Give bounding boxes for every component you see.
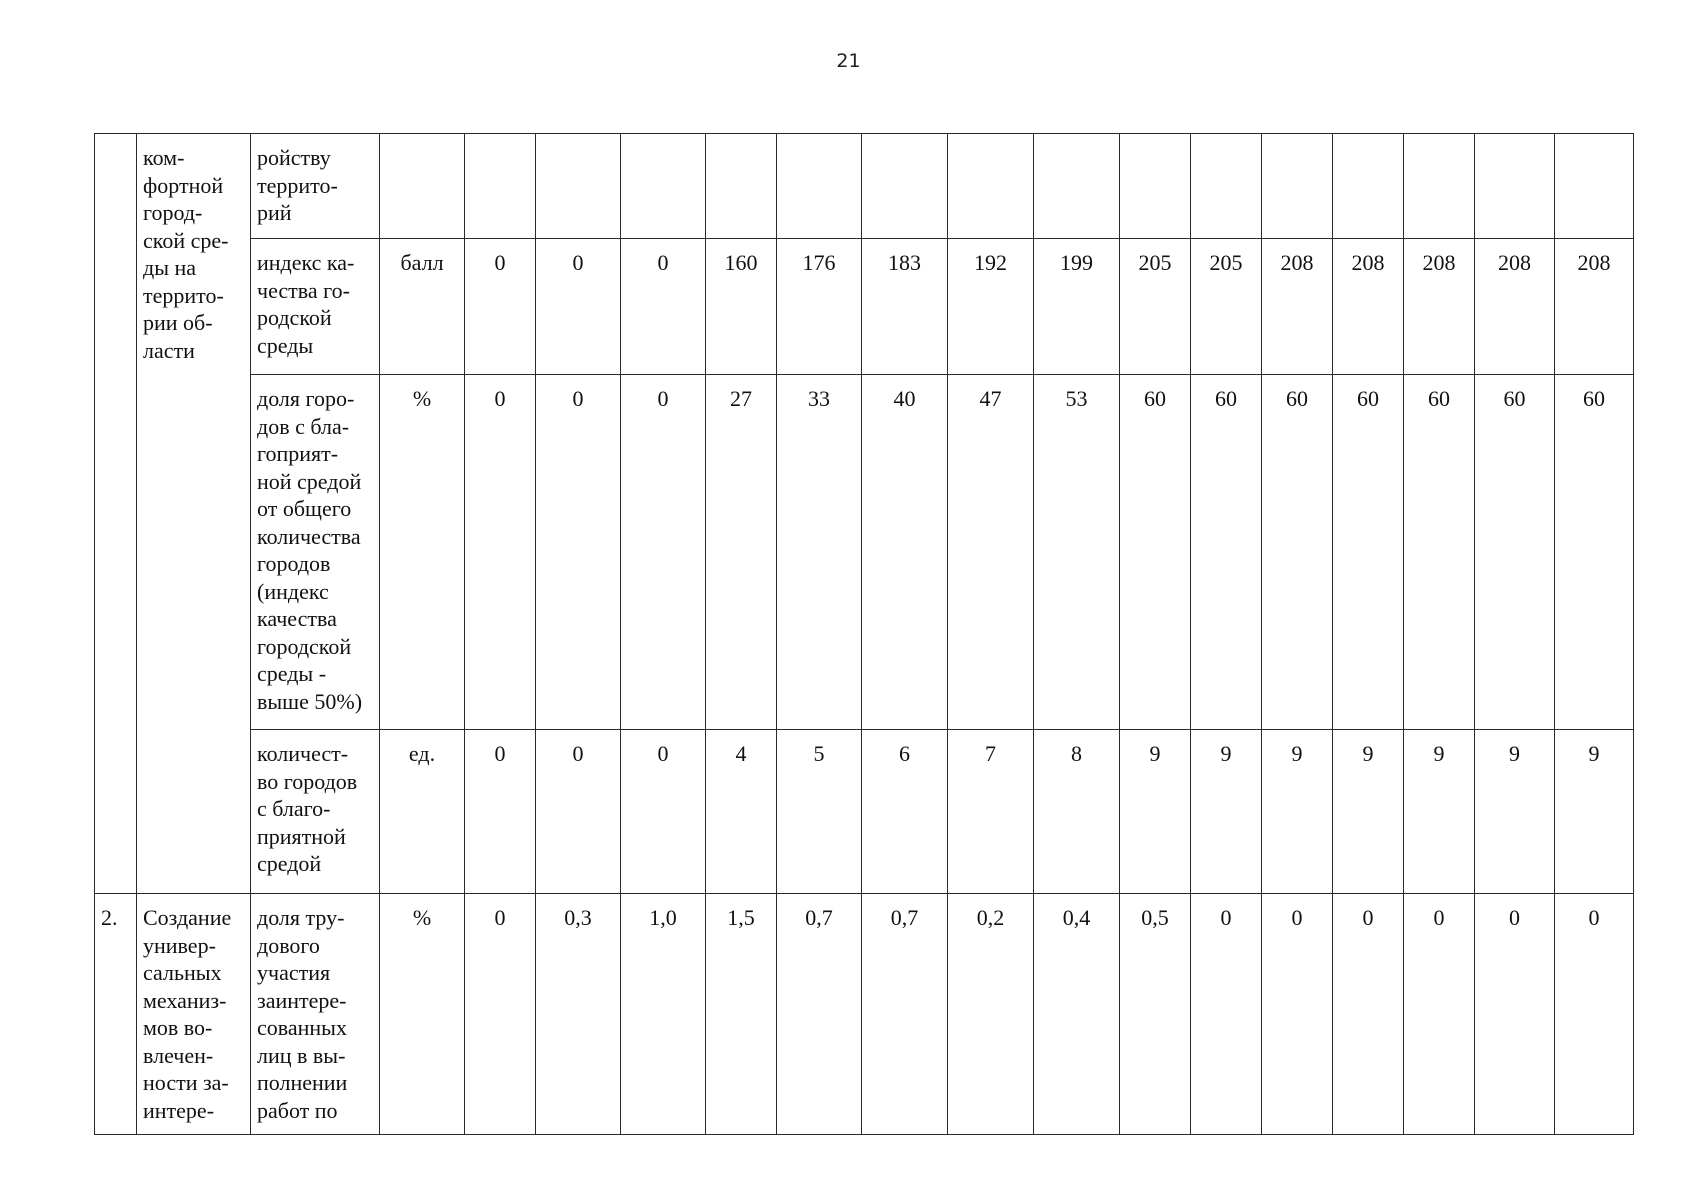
text-line: среды - (257, 661, 327, 686)
value-cell: 0,2 (948, 894, 1034, 1135)
value-cell: 0 (465, 239, 536, 375)
text-line: количест- (257, 741, 349, 766)
value-cell: 0 (465, 894, 536, 1135)
text-line: родской (257, 305, 332, 330)
value-cell: 0 (1333, 894, 1404, 1135)
objective-name-cell (137, 134, 251, 894)
text-line: количества (257, 523, 361, 549)
text-line: с благо- (257, 796, 331, 821)
value-cell: 1,5 (706, 894, 777, 1135)
empty-cell (1333, 134, 1404, 239)
value-cell: 0 (465, 730, 536, 894)
value-cell: 47 (948, 375, 1034, 730)
text-line: средой (257, 851, 322, 876)
value-cell: 1,0 (621, 894, 706, 1135)
value-cell: 208 (1555, 239, 1634, 375)
unit-cell: ед. (380, 730, 465, 894)
value-cell: 27 (706, 375, 777, 730)
value-cell: 53 (1034, 375, 1120, 730)
empty-cell (1555, 134, 1634, 239)
value-cell: 0 (536, 730, 621, 894)
value-cell: 40 (862, 375, 948, 730)
indicators-table (94, 133, 1634, 1135)
value-cell: 0 (536, 239, 621, 375)
empty-cell (777, 134, 862, 239)
text-line: городской (257, 633, 352, 659)
value-cell: 33 (777, 375, 862, 730)
text-line: интере- (143, 1097, 215, 1123)
text-line: участия (257, 960, 331, 985)
indicator-name-cell (251, 375, 380, 730)
text-line: дового (257, 932, 320, 958)
text-line: рии об- (143, 310, 213, 335)
value-cell: 205 (1191, 239, 1262, 375)
value-cell: 0,7 (777, 894, 862, 1135)
text-line: во городов (257, 768, 358, 794)
text-line: (индекс (257, 578, 329, 604)
value-cell: 9 (1333, 730, 1404, 894)
text-line: выше 50%) (257, 688, 363, 714)
text-line: сальных (143, 960, 222, 985)
text-line: доля горо- (257, 386, 355, 411)
indicator-name-cell (251, 730, 380, 894)
value-cell: 0,3 (536, 894, 621, 1135)
unit-cell: % (380, 375, 465, 730)
value-cell: 60 (1555, 375, 1634, 730)
empty-cell (380, 134, 465, 239)
value-cell: 0 (621, 375, 706, 730)
value-cell: 5 (777, 730, 862, 894)
text-line: лиц в вы- (257, 1042, 346, 1068)
empty-cell (862, 134, 948, 239)
text-line: механиз- (143, 987, 227, 1013)
text-line: ской сре- (143, 227, 229, 253)
value-cell: 0 (1404, 894, 1475, 1135)
value-cell: 192 (948, 239, 1034, 375)
text-line: влечен- (143, 1042, 214, 1068)
empty-cell (1034, 134, 1120, 239)
value-cell: 60 (1191, 375, 1262, 730)
value-cell: 208 (1333, 239, 1404, 375)
indicator-name-cell (251, 134, 380, 239)
text-line: ды на (143, 255, 197, 280)
empty-cell (621, 134, 706, 239)
empty-cell (1120, 134, 1191, 239)
table-row (95, 375, 1634, 730)
value-cell: 0,5 (1120, 894, 1191, 1135)
table-row (95, 239, 1634, 375)
value-cell: 6 (862, 730, 948, 894)
value-cell: 199 (1034, 239, 1120, 375)
value-cell: 9 (1120, 730, 1191, 894)
empty-cell (536, 134, 621, 239)
value-cell: 205 (1120, 239, 1191, 375)
value-cell: 4 (706, 730, 777, 894)
text-line: ности за- (143, 1070, 229, 1095)
text-line: среды (257, 332, 314, 358)
indicator-name-cell (251, 894, 380, 1135)
value-cell: 0 (1191, 894, 1262, 1135)
value-cell: 160 (706, 239, 777, 375)
value-cell: 0 (465, 375, 536, 730)
text-line: рий (257, 200, 292, 225)
value-cell: 7 (948, 730, 1034, 894)
text-line: сованных (257, 1015, 347, 1040)
unit-cell: балл (380, 239, 465, 375)
text-line: ласти (143, 337, 195, 363)
value-cell: 208 (1475, 239, 1555, 375)
value-cell: 0,4 (1034, 894, 1120, 1135)
value-cell: 0 (1475, 894, 1555, 1135)
value-cell: 9 (1475, 730, 1555, 894)
empty-cell (1404, 134, 1475, 239)
value-cell: 60 (1262, 375, 1333, 730)
text-line: индекс ка- (257, 250, 355, 275)
value-cell: 9 (1404, 730, 1475, 894)
value-cell: 0 (1262, 894, 1333, 1135)
text-line: чества го- (257, 277, 350, 303)
text-line: работ по (257, 1097, 338, 1123)
value-cell: 0 (1555, 894, 1634, 1135)
text-line: от общего (257, 496, 352, 521)
text-line: фортной (143, 172, 224, 198)
row-number-cell: 2. (95, 894, 137, 1135)
value-cell: 60 (1333, 375, 1404, 730)
text-line: ком- (143, 145, 185, 170)
text-line: универ- (143, 932, 216, 958)
value-cell: 9 (1262, 730, 1333, 894)
text-line: террито- (257, 172, 338, 198)
objective-name-cell (137, 894, 251, 1135)
text-line: приятной (257, 823, 346, 849)
table-row (95, 894, 1634, 1135)
empty-cell (1262, 134, 1333, 239)
value-cell: 208 (1262, 239, 1333, 375)
value-cell: 183 (862, 239, 948, 375)
text-line: террито- (143, 282, 224, 308)
value-cell: 0 (536, 375, 621, 730)
indicator-name-cell (251, 239, 380, 375)
text-line: гоприят- (257, 441, 339, 466)
value-cell: 208 (1404, 239, 1475, 375)
value-cell: 8 (1034, 730, 1120, 894)
text-line: ной средой (257, 468, 362, 494)
row-number-cell (95, 134, 137, 894)
text-line: дов с бла- (257, 413, 350, 439)
text-line: качества (257, 606, 337, 631)
table-row (95, 730, 1634, 894)
unit-cell: % (380, 894, 465, 1135)
empty-cell (706, 134, 777, 239)
value-cell: 9 (1555, 730, 1634, 894)
value-cell: 9 (1191, 730, 1262, 894)
value-cell: 0 (621, 239, 706, 375)
table-row (95, 134, 1634, 239)
text-line: городов (257, 551, 331, 576)
page-number: 21 (836, 50, 861, 72)
value-cell: 60 (1475, 375, 1555, 730)
value-cell: 60 (1404, 375, 1475, 730)
text-line: полнении (257, 1070, 348, 1095)
text-line: город- (143, 200, 203, 225)
empty-cell (1475, 134, 1555, 239)
value-cell: 60 (1120, 375, 1191, 730)
value-cell: 0,7 (862, 894, 948, 1135)
empty-cell (1191, 134, 1262, 239)
text-line: доля тру- (257, 905, 345, 930)
text-line: мов во- (143, 1015, 213, 1040)
empty-cell (465, 134, 536, 239)
empty-cell (948, 134, 1034, 239)
value-cell: 0 (621, 730, 706, 894)
text-line: ройству (257, 145, 331, 170)
text-line: Создание (143, 905, 232, 930)
text-line: заинтере- (257, 987, 347, 1013)
value-cell: 176 (777, 239, 862, 375)
